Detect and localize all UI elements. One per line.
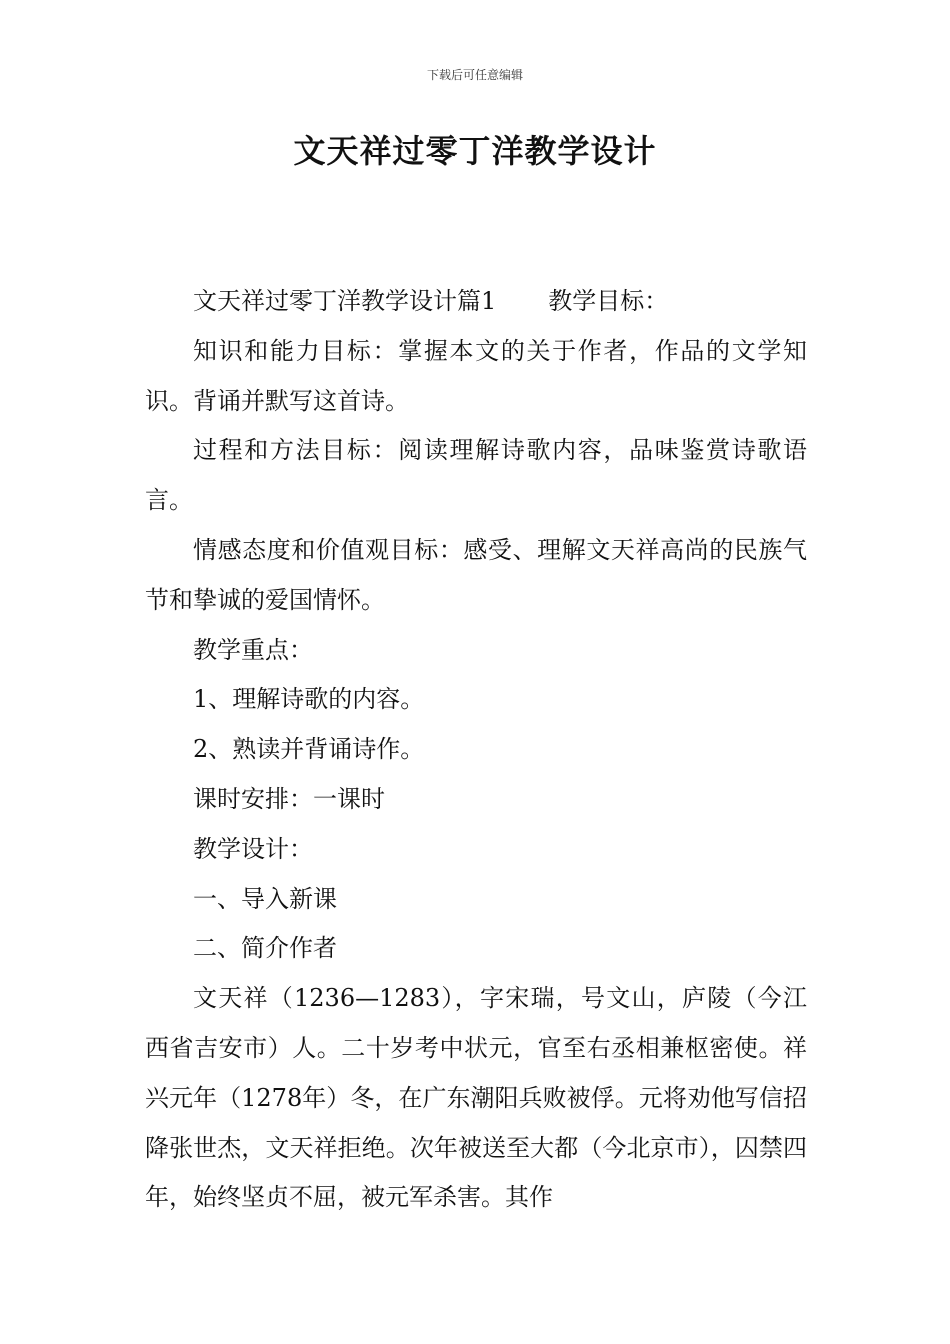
paragraph-process-goal: 过程和方法目标：阅读理解诗歌内容，品味鉴赏诗歌语言。: [145, 436, 807, 515]
paragraph-knowledge-goal: 知识和能力目标：掌握本文的关于作者，作品的文学知识。背诵并默写这首诗。: [145, 336, 807, 415]
paragraph-key-point-1: 1、理解诗歌的内容。: [193, 685, 425, 714]
intro-line: [145, 277, 807, 327]
header-note: 下载后可任意编辑: [426, 68, 523, 82]
paragraph-design-heading: 教学设计：: [193, 834, 313, 863]
paragraph-key-point-2: 2、熟读并背诵诗作。: [193, 735, 425, 764]
paragraph-emotion-goal: 情感态度和价值观目标：感受、理解文天祥高尚的民族气节和挚诚的爱国情怀。: [145, 535, 807, 614]
paragraph-author-bio: 文天祥（1236—1283），字宋瑞，号文山，庐陵（今江西省吉安市）人。二十岁考中状元，官至右丞相兼枢密使。祥兴元年（1278年）冬，在广东潮阳兵败被俘。元将劝他写信招降张世杰，文天祥拒绝。次年被送至大都（今北京市），囚禁四年，始终坚贞不屈，被元军杀害。其作: [145, 984, 807, 1212]
document-title: 文天祥过零丁洋教学设计: [293, 132, 657, 170]
paragraph-step-2: 二、简介作者: [193, 934, 337, 963]
objectives-heading: 教学目标：: [548, 287, 669, 315]
document-body: [145, 277, 807, 1223]
section-heading: 文天祥过零丁洋教学设计篇1: [193, 287, 497, 315]
paragraph-key-points-heading: 教学重点：: [193, 635, 313, 664]
paragraph-schedule: 课时安排：一课时: [193, 784, 385, 813]
paragraph-step-1: 一、导入新课: [193, 884, 337, 913]
